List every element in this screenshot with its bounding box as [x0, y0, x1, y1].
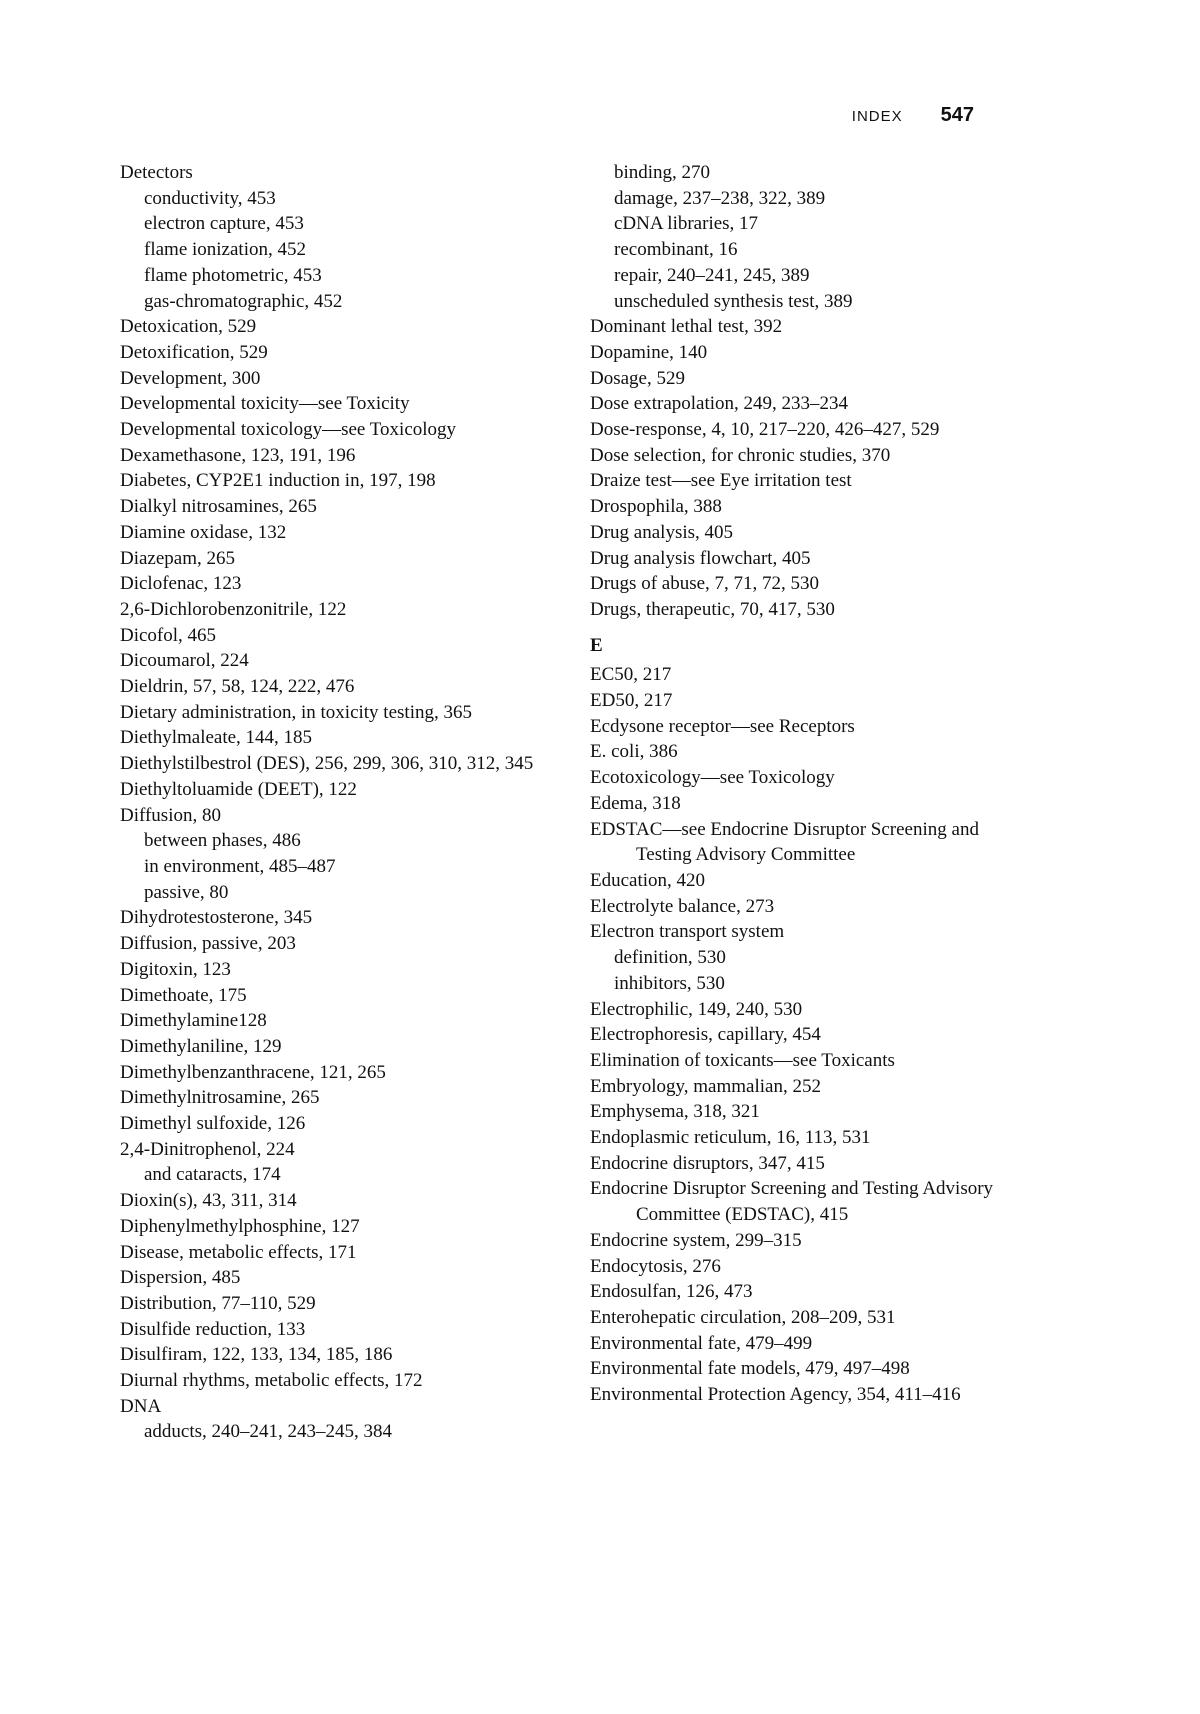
index-entry: Electron transport system: [590, 921, 785, 943]
index-entry: Diazepam, 265: [120, 547, 236, 569]
index-entry: Detectors: [120, 162, 193, 183]
index-entry: Electrolyte balance, 273: [590, 895, 775, 917]
index-subentry: unscheduled synthesis test, 389: [614, 290, 853, 312]
index-entry: Dicoumarol, 224: [120, 650, 249, 672]
index-entry: Developmental toxicology—see Toxicology: [120, 419, 457, 441]
index-entry: Dose selection, for chronic studies, 370: [590, 444, 891, 466]
index-entry: Dihydrotestosterone, 345: [120, 907, 313, 929]
index-subentry: binding, 270: [614, 162, 711, 183]
index-entry: Ecdysone receptor—see Receptors: [590, 715, 855, 737]
index-entry: Dieldrin, 57, 58, 124, 222, 476: [120, 676, 355, 698]
index-entry: Disulfiram, 122, 133, 134, 185, 186: [120, 1344, 393, 1366]
index-entry: Diclofenac, 123: [120, 573, 242, 595]
index-entry: Detoxification, 529: [120, 341, 268, 363]
index-entry: Digitoxin, 123: [120, 958, 231, 980]
index-entry: Developmental toxicity—see Toxicity: [120, 393, 410, 415]
index-entry: Diffusion, 80: [120, 804, 221, 826]
index-entry: Distribution, 77–110, 529: [120, 1292, 316, 1314]
index-subentry: definition, 530: [614, 947, 726, 969]
index-entry: Detoxication, 529: [120, 316, 257, 338]
index-entry: Enterohepatic circulation, 208–209, 531: [590, 1306, 896, 1328]
index-entry: Draize test—see Eye irritation test: [590, 470, 852, 492]
index-entry: Environmental fate, 479–499: [590, 1332, 813, 1354]
index-entry: Elimination of toxicants—see Toxicants: [590, 1049, 895, 1071]
index-entry: Dose-response, 4, 10, 217–220, 426–427, 529: [590, 419, 940, 441]
index-entry: 2,4-Dinitrophenol, 224: [120, 1138, 295, 1160]
index-entry: Dicofol, 465: [120, 624, 217, 646]
index-subentry: damage, 237–238, 322, 389: [614, 187, 826, 209]
index-subentry: flame photometric, 453: [144, 264, 322, 286]
index-entry: Dimethylnitrosamine, 265: [120, 1087, 320, 1109]
index-entry: Dose extrapolation, 249, 233–234: [590, 393, 849, 415]
index-entry: Edema, 318: [590, 792, 681, 814]
index-entry: Embryology, mammalian, 252: [590, 1075, 821, 1097]
index-entry: Drug analysis, 405: [590, 521, 734, 543]
index-subentry: and cataracts, 174: [144, 1164, 281, 1186]
index-entry: ED50, 217: [590, 690, 673, 712]
index-subentry: inhibitors, 530: [614, 972, 725, 994]
index-column-right: [590, 160, 1030, 1408]
index-entry: Emphysema, 318, 321: [590, 1101, 760, 1123]
running-header: [852, 104, 974, 127]
page-number: 547: [940, 104, 974, 126]
index-entry: Endoplasmic reticulum, 16, 113, 531: [590, 1127, 871, 1149]
index-entry: Electrophilic, 149, 240, 530: [590, 998, 803, 1020]
index-subentry: conductivity, 453: [144, 187, 276, 209]
index-entry: Dimethylamine128: [120, 1010, 267, 1032]
index-subentry: flame ionization, 452: [144, 239, 306, 261]
index-entry: Drug analysis flowchart, 405: [590, 547, 811, 569]
index-entry: Dimethyl sulfoxide, 126: [120, 1113, 306, 1135]
index-entry: Dioxin(s), 43, 311, 314: [120, 1190, 297, 1212]
index-entry: Endocytosis, 276: [590, 1255, 721, 1277]
index-entry: 2,6-Dichlorobenzonitrile, 122: [120, 598, 347, 620]
index-entry: Education, 420: [590, 869, 706, 891]
index-entry: Development, 300: [120, 367, 261, 389]
index-entry: Dosage, 529: [590, 367, 685, 389]
index-entry: Endosulfan, 126, 473: [590, 1281, 753, 1303]
index-subentry: gas-chromatographic, 452: [144, 290, 343, 312]
index-entry: Diethyltoluamide (DEET), 122: [120, 778, 357, 800]
index-entry: Dispersion, 485: [120, 1267, 241, 1289]
index-entry: Endocrine disruptors, 347, 415: [590, 1152, 825, 1174]
index-entry: Dialkyl nitrosamines, 265: [120, 496, 317, 518]
index-entry: Diffusion, passive, 203: [120, 933, 296, 955]
index-entry: Ecotoxicology—see Toxicology: [590, 767, 835, 789]
index-subentry: electron capture, 453: [144, 213, 304, 235]
index-entry: Environmental Protection Agency, 354, 411–416: [590, 1384, 961, 1406]
index-entry: E. coli, 386: [590, 741, 678, 763]
index-entry: Dietary administration, in toxicity testing, 365: [120, 701, 472, 723]
index-entry: Diabetes, CYP2E1 induction in, 197, 198: [120, 470, 436, 492]
index-entry: Endocrine Disruptor Screening and Testing Advisory Committee (EDSTAC), 415: [590, 1178, 994, 1226]
index-entry: Dopamine, 140: [590, 341, 708, 363]
index-entry: Dominant lethal test, 392: [590, 316, 783, 338]
index-entry: Disease, metabolic effects, 171: [120, 1241, 357, 1263]
index-entry: Dimethoate, 175: [120, 984, 247, 1006]
index-entry: DNA: [120, 1395, 162, 1417]
index-subentry: in environment, 485–487: [144, 855, 336, 877]
header-label: INDEX: [851, 108, 903, 125]
index-subentry: passive, 80: [144, 881, 229, 903]
index-entry: Diethylmaleate, 144, 185: [120, 727, 313, 749]
index-entry: Disulfide reduction, 133: [120, 1318, 306, 1340]
index-column-left: [120, 160, 560, 1445]
index-entry: Electrophoresis, capillary, 454: [590, 1024, 821, 1046]
index-entry: Environmental fate models, 479, 497–498: [590, 1358, 910, 1380]
index-entry: Diethylstilbestrol (DES), 256, 299, 306, 310, 312, 345: [120, 753, 534, 775]
index-entry: Drospophila, 388: [590, 496, 722, 518]
index-subentry: adducts, 240–241, 243–245, 384: [144, 1421, 393, 1443]
index-entry: EDSTAC—see Endocrine Disruptor Screening and Testing Advisory Committee: [590, 818, 979, 866]
index-entry: Diurnal rhythms, metabolic effects, 172: [120, 1370, 423, 1392]
index-entry: EC50, 217: [590, 664, 672, 686]
index-entry: Dexamethasone, 123, 191, 196: [120, 444, 356, 466]
index-entry: Drugs of abuse, 7, 71, 72, 530: [590, 573, 820, 595]
index-subentry: recombinant, 16: [614, 239, 738, 261]
section-letter: E: [590, 634, 603, 656]
index-subentry: between phases, 486: [144, 830, 301, 852]
index-subentry: cDNA libraries, 17: [614, 213, 759, 235]
index-entry: Dimethylbenzanthracene, 121, 265: [120, 1061, 386, 1083]
index-entry: Diphenylmethylphosphine, 127: [120, 1215, 360, 1237]
index-entry: Endocrine system, 299–315: [590, 1229, 802, 1251]
index-subentry: repair, 240–241, 245, 389: [614, 264, 810, 286]
index-entry: Diamine oxidase, 132: [120, 521, 287, 543]
index-entry: Drugs, therapeutic, 70, 417, 530: [590, 598, 835, 620]
index-entry: Dimethylaniline, 129: [120, 1035, 282, 1057]
